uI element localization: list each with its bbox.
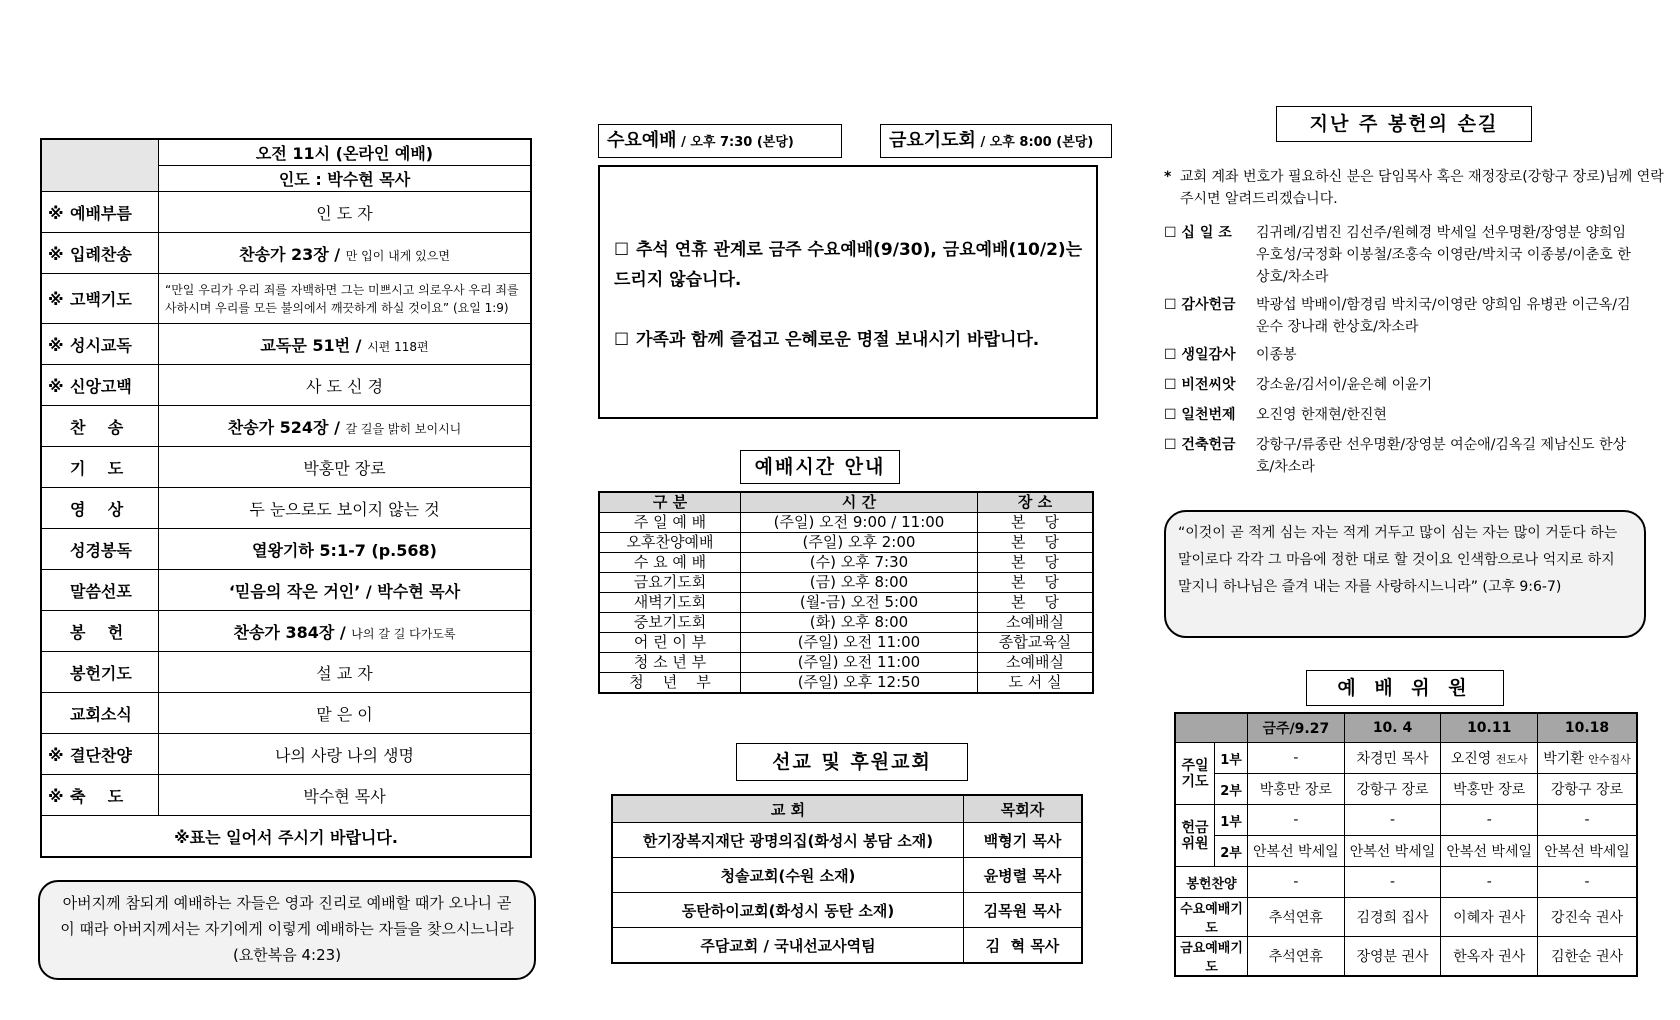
standing-note: ※표는 일어서 주시기 바랍니다. [41,816,531,858]
offering-names: 박광섭 박배이/함경림 박치국/이영란 양희임 유병관 이근옥/김운수 장나래 한상호/차소라 [1256,297,1631,335]
table-cell: 청솔교회(수원 소재) [612,858,964,893]
col-header: 구 분 [599,492,741,513]
order-row [41,652,531,693]
order-value-text: 박수현 목사 [303,786,386,806]
table-cell: 청 년 부 [599,673,741,694]
table-cell: 백형기 목사 [964,823,1083,858]
duty-cell: 박기환 안수집사 [1538,743,1637,774]
table-cell: 주 일 예 배 [599,513,741,533]
offering-title: 지난 주 봉헌의 손길 [1276,106,1532,142]
table-cell: (수) 오후 7:30 [741,553,978,573]
offering-committee-label: 헌금 위원 [1175,805,1215,867]
order-value-text: 교독문 51번 / [260,335,368,355]
order-value-text: 열왕기하 5:1-7 (p.568) [252,540,437,560]
duty-cell: 강항구 장로 [1538,774,1637,805]
table-cell: 청 소 년 부 [599,653,741,673]
duty-cell: 강항구 장로 [1344,774,1441,805]
table-row [599,653,1093,673]
table-row [599,513,1093,533]
table-cell: 김 혁 목사 [964,928,1083,964]
order-label-text: 봉 헌 [70,622,124,642]
order-value-sub: 시편 118편 [367,339,429,354]
service-time: 오전 11시 (온라인 예배) [159,139,532,166]
order-label-text: 입례찬송 [70,244,132,264]
duty-cell: 안복선 박세일 [1248,836,1345,867]
table-cell: 본 당 [978,553,1094,573]
table-cell: (금) 오후 8:00 [741,573,978,593]
duty-cell: 강진숙 권사 [1538,898,1637,937]
order-row [41,693,531,734]
order-value-text: ‘믿음의 작은 거인’ / 박수현 목사 [228,581,461,601]
order-label-text: 영 상 [70,499,124,519]
date-header: 금주/9.27 [1248,713,1345,743]
table-row [599,673,1093,694]
stand-mark: ※ [48,745,64,765]
order-row [41,570,531,611]
notice-box [598,165,1098,419]
stand-mark: ※ [48,290,64,309]
offering-names: 강소윤/김서이/윤은혜 이윤기 [1256,377,1433,393]
order-value-text: 찬송가 23장 / [239,244,346,264]
order-label [41,611,159,652]
order-label [41,488,159,529]
table-cell: 금요기도회 [599,573,741,593]
duty-cell: 추석연휴 [1248,898,1345,937]
order-label [41,274,159,324]
order-label-text: 신앙고백 [70,376,132,396]
col-header: 장 소 [978,492,1094,513]
stand-mark: ※ [48,203,64,223]
date-header: 10. 4 [1344,713,1441,743]
stand-mark: ※ [48,335,64,355]
order-value [159,406,532,447]
table-cell: 동탄하이교회(화성시 동탄 소재) [612,893,964,928]
duty-cell: 오진영 전도사 [1441,743,1538,774]
order-value-text: 나의 사랑 나의 생명 [275,745,414,765]
part-label: 1부 [1215,743,1248,774]
corinthians-verse-box [1164,510,1646,638]
duty-cell: 박홍만 장로 [1248,774,1345,805]
table-cell: 본 당 [978,593,1094,613]
part-label: 1부 [1215,805,1248,836]
order-row [41,488,531,529]
table-cell: 본 당 [978,533,1094,553]
order-row [41,611,531,652]
order-label [41,693,159,734]
duty-corner [1175,713,1248,743]
order-value-text: 맡 은 이 [316,704,373,724]
table-cell: 주담교회 / 국내선교사역팀 [612,928,964,964]
checkbox-icon: ☐ [614,330,630,350]
table-cell: (주일) 오전 9:00 / 11:00 [741,513,978,533]
duty-cell: - [1344,805,1441,836]
worship-times-title: 예배시간 안내 [740,450,900,484]
order-value [159,611,532,652]
wed-prayer-label: 수요예배기도 [1175,898,1248,937]
order-label-text: 성경봉독 [70,540,132,560]
table-cell: 본 당 [978,573,1094,593]
duty-cell: 박홍만 장로 [1441,774,1538,805]
table-row [612,928,1082,964]
duty-cell: - [1441,805,1538,836]
part-label: 2부 [1215,774,1248,805]
order-label-text: 봉헌기도 [70,663,132,683]
table-cell: 본 당 [978,513,1094,533]
duty-cell: - [1538,805,1637,836]
order-label-text: 찬 송 [70,417,124,437]
corinthians-verse-text: “이것이 곧 적게 심는 자는 적게 거두고 많이 심는 자는 많이 거둔다 하는 말이로다 각각 그 마음에 정한 대로 할 것이요 인색함으로나 억지로 하지 말지니 하나님은 즐겨 내는 자를 사랑하시느니라” (고후 9:6-7) [1178,525,1618,595]
table-cell: (월-금) 오전 5:00 [741,593,978,613]
order-value [159,365,532,406]
order-label [41,775,159,816]
order-row [41,365,531,406]
order-value [159,274,532,324]
order-value-text: 박홍만 장로 [303,458,386,478]
table-row [599,553,1093,573]
friday-header [880,124,1112,158]
order-value-sub: 갈 길을 밝히 보이시니 [345,421,462,436]
offering-label: ☐ 십 일 조 [1164,225,1232,241]
offering-label: ☐ 감사헌금 [1164,297,1236,313]
order-label-text: 교회소식 [70,704,132,724]
mission-table [611,794,1083,964]
john-verse-text: 아버지께 참되게 예배하는 자들은 영과 진리로 예배할 때가 오나니 곧 이 때라 아버지께서는 자기에게 이렇게 예배하는 자들을 찾으시느니라 (요한복음 4:23) [60,894,514,964]
duty-cell: 김경희 집사 [1344,898,1441,937]
order-value-text: 인 도 자 [316,203,373,223]
order-label [41,324,159,365]
order-value-text: 사 도 신 경 [305,376,384,396]
col-header: 교 회 [612,795,964,823]
notice-item [614,235,1084,295]
order-row [41,233,531,274]
order-value-sub: 만 입이 내게 있으면 [345,248,450,263]
order-label [41,233,159,274]
table-cell: (주일) 오후 2:00 [741,533,978,553]
order-label [41,365,159,406]
table-cell: 소예배실 [978,653,1094,673]
table-cell: 수 요 예 배 [599,553,741,573]
table-row [612,823,1082,858]
offering-names: 강항구/류종란 선우명환/장영분 여순애/김옥길 제남신도 한상호/차소라 [1256,437,1627,475]
order-label [41,529,159,570]
duty-cell: - [1248,743,1345,774]
offering-label: ☐ 생일감사 [1164,347,1236,363]
table-cell: 김목원 목사 [964,893,1083,928]
duty-cell: - [1344,867,1441,898]
duty-cell: - [1248,867,1345,898]
order-label-text: 예배부름 [70,203,132,223]
order-label-text: 말씀선포 [70,581,132,601]
order-row [41,324,531,365]
order-label-text: 기 도 [70,458,124,478]
order-row [41,529,531,570]
order-label [41,652,159,693]
wednesday-title: 수요예배 [607,130,677,151]
offering-label: ☐ 일천번제 [1164,407,1236,423]
wednesday-time: / 오후 7:30 (본당) [676,135,794,150]
order-row [41,447,531,488]
notice-text: 가족과 함께 즐겁고 은혜로운 명절 보내시기 바랍니다. [636,330,1040,350]
order-label-text: 결단찬양 [70,745,132,765]
offering-list [1164,222,1664,482]
header-corner [41,139,159,192]
offering-notice-text: 교회 계좌 번호가 필요하신 분은 담임목사 혹은 재정장로(강항구 장로)님께 연락주시면 알려드리겠습니다. [1180,169,1664,207]
col-header: 목회자 [964,795,1083,823]
john-verse-box [38,880,536,980]
worship-times-table [598,491,1094,694]
duty-cell: - [1441,867,1538,898]
order-row [41,406,531,447]
order-label [41,406,159,447]
order-label [41,192,159,233]
asterisk-icon: * [1164,169,1172,185]
worship-duty-table [1174,712,1638,977]
col-header: 시 간 [741,492,978,513]
duty-title: 예 배 위 원 [1306,670,1504,706]
order-value [159,734,532,775]
checkbox-icon: ☐ [614,240,630,260]
table-cell: (주일) 오전 11:00 [741,633,978,653]
order-value [159,488,532,529]
table-cell: 어 린 이 부 [599,633,741,653]
order-value [159,324,532,365]
duty-cell: 안복선 박세일 [1538,836,1637,867]
order-value [159,447,532,488]
table-row [599,613,1093,633]
duty-cell: 한옥자 권사 [1441,937,1538,977]
order-value-text: “만일 우리가 우리 죄를 자백하면 그는 미쁘시고 의로우사 우리 죄를 사하시며 우리를 모든 불의에서 깨끗하게 하실 것이요” (요일 1:9) [165,282,519,315]
table-row [599,573,1093,593]
fri-prayer-label: 금요예배기도 [1175,937,1248,977]
offering-names: 김귀례/김범진 김선주/원혜경 박세일 선우명환/장영분 양희임 우호성/국정화 이봉철/조홍숙 이영란/박치국 이종봉/이춘호 한상호/차소라 [1256,225,1631,285]
duty-cell: 추석연휴 [1248,937,1345,977]
order-label-text: 성시교독 [70,335,132,355]
order-value [159,233,532,274]
service-leader: 인도 : 박수현 목사 [159,166,532,192]
order-note-row [41,816,531,858]
table-cell: (화) 오후 8:00 [741,613,978,633]
table-cell: 한기장복지재단 광명의집(화성시 봉담 소재) [612,823,964,858]
offering-names: 이종봉 [1256,347,1297,363]
duty-cell: - [1248,805,1345,836]
offering-notice [1164,166,1664,210]
order-label-text: 축 도 [70,786,124,806]
wednesday-header [598,124,842,158]
table-row [599,593,1093,613]
order-value [159,192,532,233]
duty-cell: - [1538,867,1637,898]
offering-label: ☐ 비전씨앗 [1164,377,1236,393]
date-header: 10.11 [1441,713,1538,743]
offertory-label: 봉헌찬양 [1175,867,1248,898]
table-cell: (주일) 오전 11:00 [741,653,978,673]
order-row [41,192,531,233]
sunday-prayer-label: 주일 기도 [1175,743,1215,805]
table-row [612,893,1082,928]
table-cell: 새벽기도회 [599,593,741,613]
order-value [159,529,532,570]
table-cell: 종합교육실 [978,633,1094,653]
table-cell: 오후찬양예배 [599,533,741,553]
order-value [159,693,532,734]
notice-text: 추석 연휴 관계로 금주 수요예배(9/30), 금요예배(10/2)는 드리지 않습니다. [614,240,1083,290]
friday-title: 금요기도회 [889,130,976,151]
duty-cell: 이혜자 권사 [1441,898,1538,937]
stand-mark: ※ [48,786,64,806]
order-value [159,775,532,816]
notice-item [614,325,1084,355]
order-value-text: 두 눈으로도 보이지 않는 것 [249,499,440,519]
date-header: 10.18 [1538,713,1637,743]
table-cell: 중보기도회 [599,613,741,633]
offering-names: 오진영 한재현/한진현 [1256,407,1387,423]
duty-cell: 김한순 권사 [1538,937,1637,977]
table-row [599,633,1093,653]
order-label-text: 고백기도 [70,290,132,309]
order-row [41,274,531,324]
table-cell: 윤병렬 목사 [964,858,1083,893]
order-row [41,734,531,775]
order-value [159,570,532,611]
offering-label: ☐ 건축헌금 [1164,437,1236,453]
table-row [599,533,1093,553]
table-cell: 소예배실 [978,613,1094,633]
order-value-text: 찬송가 384장 / [233,622,352,642]
table-cell: 도 서 실 [978,673,1094,694]
friday-time: / 오후 8:00 (본당) [975,135,1094,150]
order-label [41,570,159,611]
duty-cell: 차경민 목사 [1344,743,1441,774]
table-row [612,858,1082,893]
order-label [41,447,159,488]
duty-cell: 안복선 박세일 [1441,836,1538,867]
order-value-text: 찬송가 524장 / [227,417,346,437]
duty-cell: 장영분 권사 [1344,937,1441,977]
mission-title: 선교 및 후원교회 [736,743,968,781]
duty-cell: 안복선 박세일 [1344,836,1441,867]
order-of-service-table [40,138,532,858]
stand-mark: ※ [48,244,64,264]
order-value-text: 설 교 자 [316,663,373,683]
part-label: 2부 [1215,836,1248,867]
order-label [41,734,159,775]
order-value-sub: 나의 갈 길 다가도록 [351,626,456,641]
order-value [159,652,532,693]
stand-mark: ※ [48,376,64,396]
order-row [41,775,531,816]
table-cell: (주일) 오후 12:50 [741,673,978,694]
